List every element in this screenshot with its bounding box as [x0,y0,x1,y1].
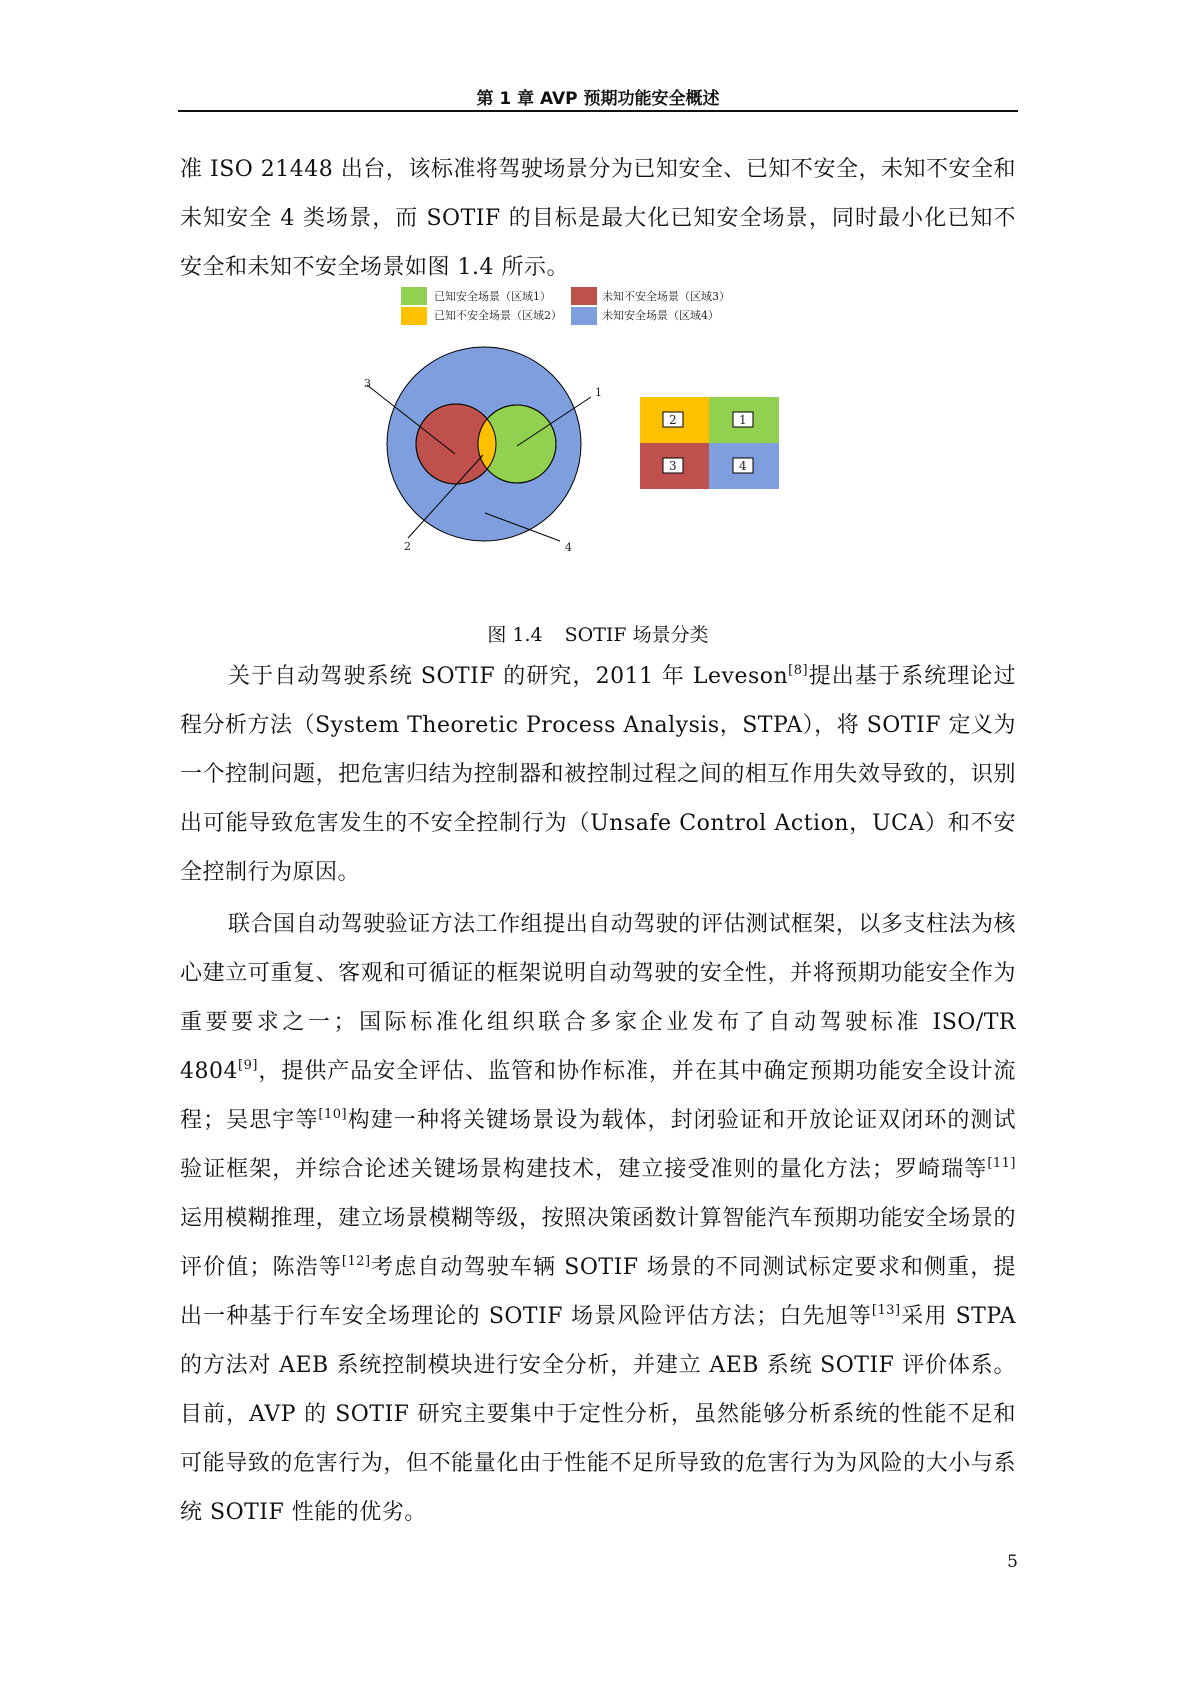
legend-swatch-known-safe [401,287,427,305]
legend-swatch-known-unsafe [401,307,427,325]
figure-caption-number: 图 1.4 [487,624,543,646]
grid-label-1: 1 [739,413,747,427]
citation-10[interactable]: [10] [318,1107,348,1122]
paragraph-sotif-classification: 准 ISO 21448 出台，该标准将驾驶场景分为已知安全、已知不安全，未知不安全和未知安全 4 类场景，而 SOTIF 的目标是最大化已知安全场景，同时最小化已知不安全和未知不安全场景如图 1.4 所示。 [180,157,1016,280]
legend-label-known-unsafe: 已知不安全场景（区域2） [434,309,562,322]
page-number: 5 [1007,1552,1018,1572]
paragraph-related-work: 联合国自动驾驶验证方法工作组提出自动驾驶的评估测试框架，以多支柱法为核心建立可重复、客观和可循证的框架说明自动驾驶的安全性，并将预期功能安全作为重要要求之一；国际标准化组织联合多家企业发布了自动驾驶标准 ISO/TR 4804[9]，提供产品安全评估、监管和协作标准，并在其中确定预期功能安全设计流程；吴思宇等[10]构建一种将关键场景设为载体，封闭验证和开放论证双闭环的测试验证框架，并综合论述关键场景构建技术，建立接受准则的量化方法；罗崎瑞等[11]运用模糊推理，建立场景模糊等级，按照决策函数计算智能汽车预期功能安全场景的评价值；陈浩等[12]考虑自动驾驶车辆 SOTIF 场景的不同测试标定要求和侧重，提出一种基于行车安全场理论的 SOTIF 场景风险评估方法；白先旭等[13]采用 STPA 的方法对 AEB 系统控制模块进行安全分析，并建立 AEB 系统 SOTIF 评价体系。目前，AVP 的 SOTIF 研究主要集中于定性分析，虽然能够分析系统的性能不足和可能导致的危害行为，但不能量化由于性能不足所导致的危害行为为风险的大小与系统 SOTIF 性能的优劣。 [180,912,1016,1525]
figure-caption [180,620,1016,647]
legend-label-known-safe: 已知安全场景（区域1） [434,290,551,303]
citation-11[interactable]: [11] [987,1156,1016,1171]
header-rule [178,110,1018,112]
region-grid [640,397,779,489]
citation-12[interactable]: [12] [341,1254,371,1269]
legend-label-unknown-safe: 未知安全场景（区域4） [602,309,719,322]
callout-4: 4 [565,541,572,554]
grid-label-2: 2 [669,413,677,427]
callout-1: 1 [595,386,602,399]
grid-label-4: 4 [739,459,747,473]
legend-label-unknown-unsafe: 未知不安全场景（区域3） [602,290,730,303]
grid-label-3: 3 [669,459,677,473]
citation-13[interactable]: [13] [871,1303,901,1318]
figure-legend [401,287,730,325]
paragraph-stpa: 关于自动驾驶系统 SOTIF 的研究，2011 年 Leveson[8]提出基于系统理论过程分析方法（System Theoretic Process Analysis，STPA），将 SOTIF 定义为一个控制问题，把危害归结为控制器和被控制过程之间的相互作用失效导致的，识别出可能导致危害发生的不安全控制行为（Unsafe Control Action，UCA）和不安全控制行为原因。 [180,663,1016,885]
legend-swatch-unknown-safe [571,307,597,325]
callout-2: 2 [404,540,411,553]
callout-3: 3 [364,377,371,390]
figure-caption-text: SOTIF 场景分类 [564,624,709,646]
citation-9[interactable]: [9] [238,1058,258,1073]
citation-8[interactable]: [8] [788,663,809,678]
sotif-scenario-figure [364,290,840,600]
legend-swatch-unknown-unsafe [571,287,597,305]
running-header: 第 1 章 AVP 预期功能安全概述 [476,89,720,109]
